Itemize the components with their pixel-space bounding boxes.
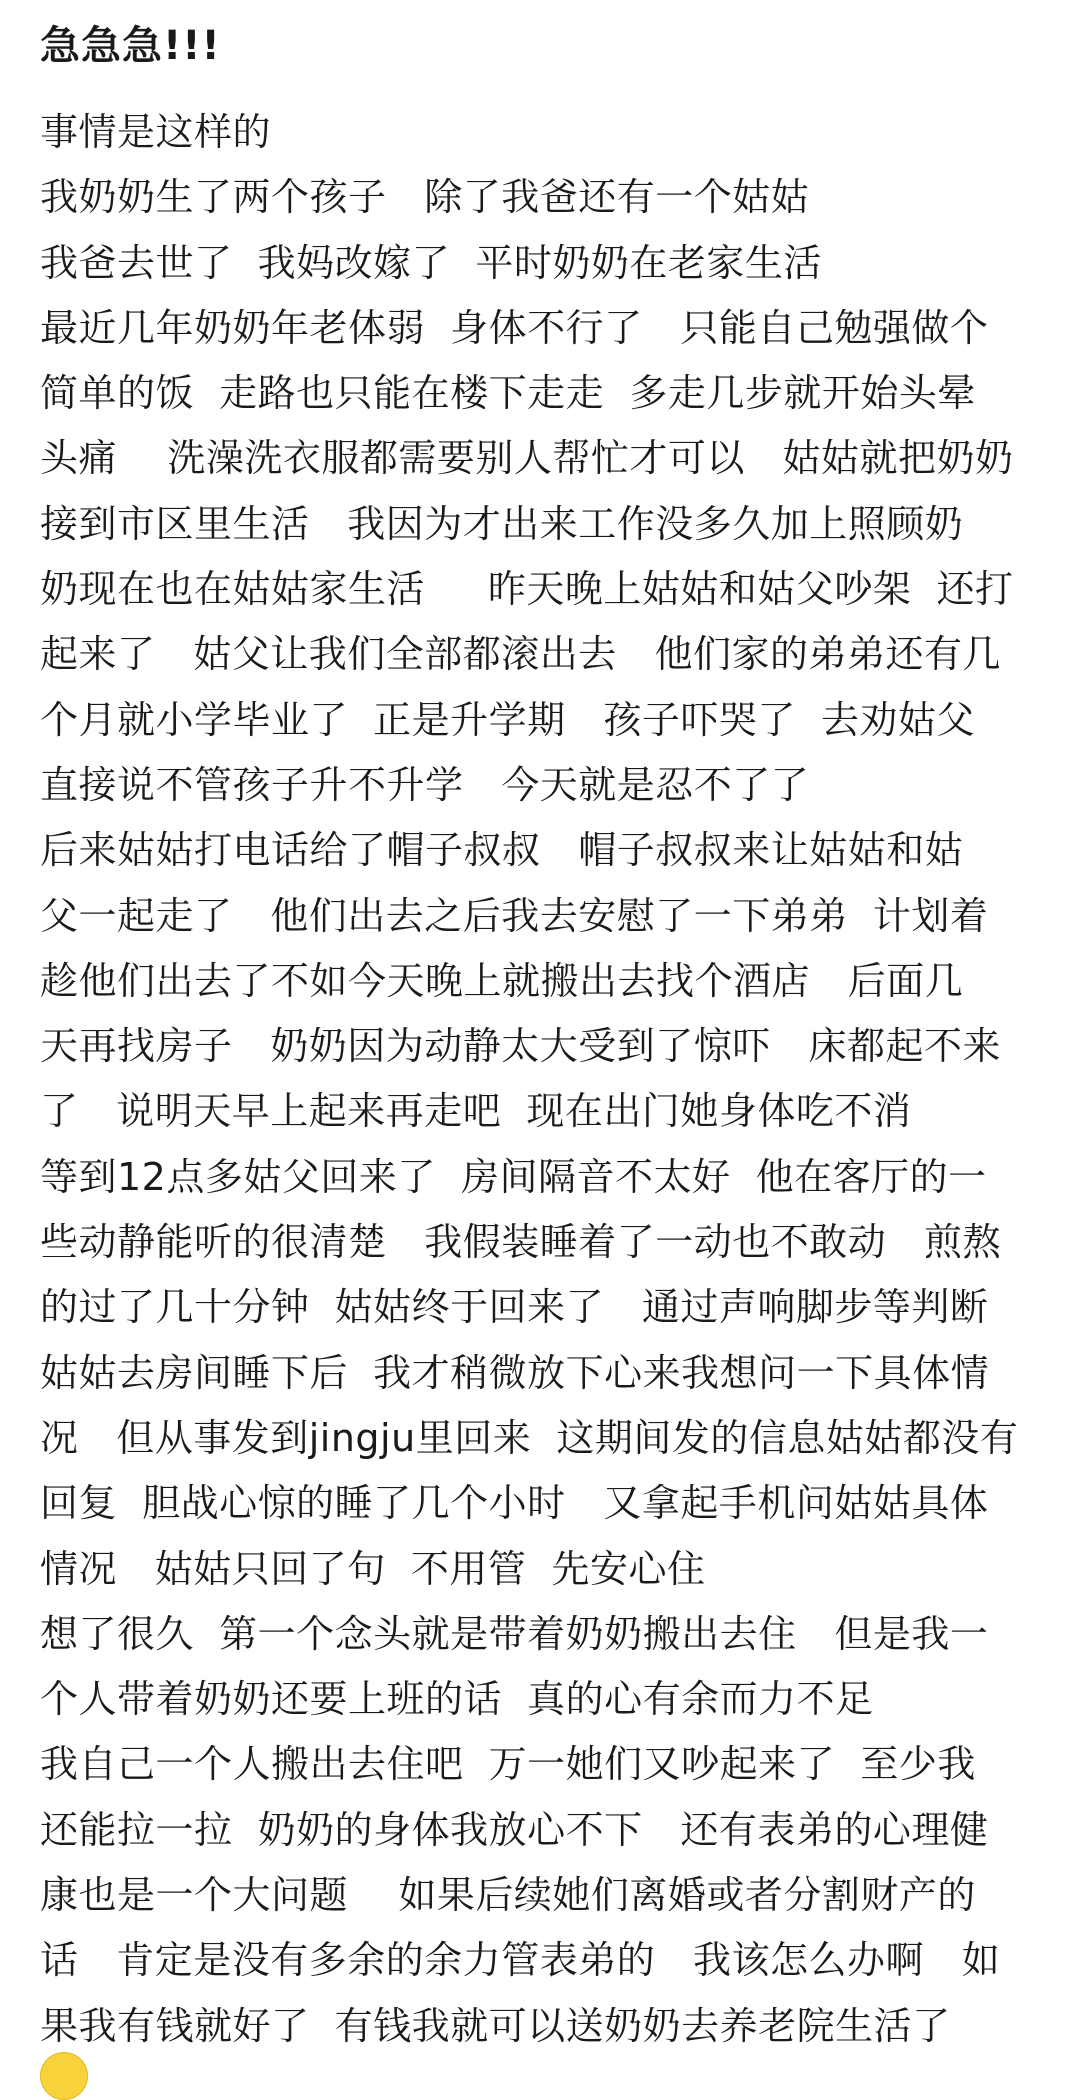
post-line: 头痛 洗澡洗衣服都需要别人帮忙才可以 姑姑就把奶奶 — [40, 436, 1014, 481]
post-line: 回复 胆战心惊的睡了几个小时 又拿起手机问姑姑具体 — [40, 1481, 989, 1526]
post-line: 话 肯定是没有多余的余力管表弟的 我该怎么办啊 如 — [40, 1938, 1001, 1983]
post-line: 康也是一个大问题 如果后续她们离婚或者分割财产的 — [40, 1873, 976, 1918]
post-line: 了 说明天早上起来再走吧 现在出门她身体吃不消 — [40, 1089, 912, 1134]
post-line: 简单的饭 走路也只能在楼下走走 多走几步就开始头晕 — [40, 371, 976, 416]
post-line: 情况 姑姑只回了句 不用管 先安心住 — [40, 1546, 706, 1591]
post-line: 天再找房子 奶奶因为动静太大受到了惊吓 床都起不来 — [40, 1024, 1001, 1069]
post-line: 后来姑姑打电话给了帽子叔叔 帽子叔叔来让姑姑和姑 — [40, 828, 964, 873]
post-line: 想了很久 第一个念头就是带着奶奶搬出去住 但是我一 — [40, 1611, 989, 1656]
post-line: 果我有钱就好了 有钱我就可以送奶奶去养老院生活了 — [40, 2003, 951, 2048]
post-line: 的过了几十分钟 姑姑终于回来了 通过声响脚步等判断 — [40, 1285, 989, 1330]
post-line: 况 但从事发到jingju里回来 这期间发的信息姑姑都没有 — [40, 1415, 1019, 1460]
post-line: 事情是这样的 — [40, 110, 272, 154]
post-line: 姑姑去房间睡下后 我才稍微放下心来我想问一下具体情 — [40, 1350, 990, 1395]
post-title: 急急急!!! — [40, 23, 221, 69]
post-line: 个月就小学毕业了 正是升学期 孩子吓哭了 去劝姑父 — [40, 697, 976, 742]
post-line: 趁他们出去了不如今天晚上就搬出去找个酒店 后面几 — [40, 958, 964, 1003]
post-line: 父一起走了 他们出去之后我去安慰了一下弟弟 计划着 — [40, 893, 989, 938]
post-line: 还能拉一拉 奶奶的身体我放心不下 还有表弟的心理健 — [40, 1807, 989, 1852]
post-body — [40, 100, 1060, 2059]
post-line: 我自己一个人搬出去住吧 万一她们又吵起来了 至少我 — [40, 1742, 976, 1787]
post-line: 最近几年奶奶年老体弱 身体不行了 只能自己勉强做个 — [40, 305, 989, 350]
post-line: 我奶奶生了两个孩子 除了我爸还有一个姑姑 — [40, 175, 810, 220]
post-line: 等到12点多姑父回来了 房间隔音不太好 他在客厅的一 — [40, 1154, 987, 1199]
post-line: 个人带着奶奶还要上班的话 真的心有余而力不足 — [40, 1677, 874, 1722]
smiley-emoji-icon — [40, 2052, 88, 2100]
post-line: 我爸去世了 我妈改嫁了 平时奶奶在老家生活 — [40, 240, 822, 285]
post-line: 直接说不管孩子升不升学 今天就是忍不了了 — [40, 762, 810, 807]
post-line: 奶现在也在姑姑家生活 昨天晚上姑姑和姑父吵架 还打 — [40, 567, 1014, 612]
post-line: 接到市区里生活 我因为才出来工作没多久加上照顾奶 — [40, 501, 964, 546]
post-line: 些动静能听的很清楚 我假装睡着了一动也不敢动 煎熬 — [40, 1220, 1001, 1265]
post-line: 起来了 姑父让我们全部都滚出去 他们家的弟弟还有几 — [40, 632, 1001, 677]
